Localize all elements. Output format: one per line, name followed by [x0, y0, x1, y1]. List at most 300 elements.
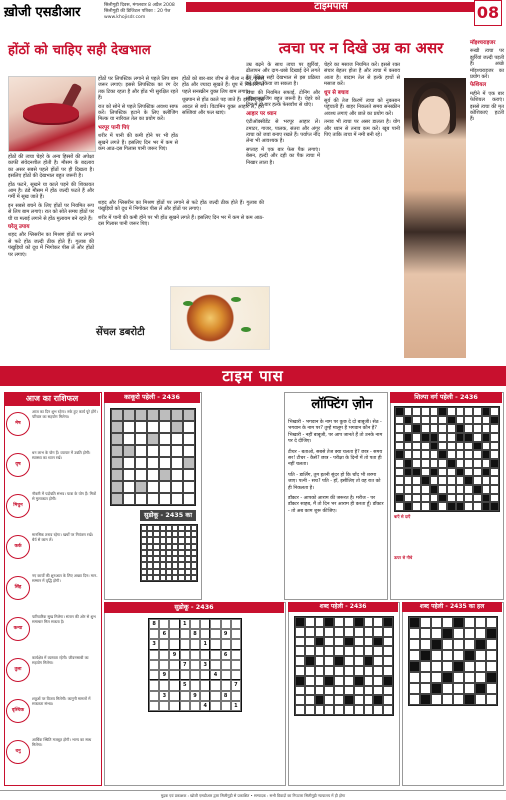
- grid-cell: [123, 421, 135, 433]
- sudoku-cell: [169, 639, 179, 649]
- grid-cell: [404, 450, 413, 459]
- grid-cell: [334, 656, 344, 666]
- grid-cell: [431, 628, 442, 639]
- paragraph: रूखी त्वचा पर झुर्रियां जल्दी पड़ती हैं। अच्छे मॉइश्चराइजर का प्रयोग करें।: [470, 48, 504, 81]
- horoscope-text: मानसिक तनाव रहेगा। खर्चों पर नियंत्रण रखें। धैर्य से काम लें।: [32, 532, 94, 542]
- grid-cell: [324, 656, 334, 666]
- grid-cell: [364, 695, 374, 705]
- word-puzzle-grid: [294, 616, 394, 716]
- grid-cell: [147, 493, 159, 505]
- grid-cell: [412, 433, 421, 442]
- paragraph: त्वचा की नियमित सफाई, टोनिंग और मॉइश्चराइजिंग बहुत जरूरी है। चेहरे को दिन में दो बार हल्के फेसवॉश से धोएं।: [246, 89, 320, 109]
- sudoku-cell: [231, 660, 241, 670]
- grid-cell: [395, 407, 404, 416]
- sudoku-cell: 9: [221, 629, 231, 639]
- crossword-title: शिल्पा वर्ग पहेली - 2436: [390, 392, 502, 403]
- grid-cell: [395, 433, 404, 442]
- grid-cell: [447, 485, 456, 494]
- sudoku-cell: 9: [159, 670, 169, 680]
- grid-cell: [147, 445, 159, 457]
- grid-cell: [404, 442, 413, 451]
- grid-cell: [147, 457, 159, 469]
- horoscope-entry: [6, 410, 100, 450]
- grid-cell: [430, 433, 439, 442]
- grid-cell: [442, 617, 453, 628]
- sudoku-cell: [180, 701, 190, 711]
- grid-cell: [438, 450, 447, 459]
- grid-cell: [473, 442, 482, 451]
- grid-cell: [430, 416, 439, 425]
- sudoku-cell: 9: [169, 650, 179, 660]
- crossword-solution-title: शब्द पहेली - 2435 का हल: [402, 602, 502, 612]
- sudoku-cell: [221, 701, 231, 711]
- grid-cell: [364, 656, 374, 666]
- grid-cell: [171, 421, 183, 433]
- sudoku-cell: [149, 691, 159, 701]
- clue-heading-down: ऊपर से नीचे: [394, 555, 413, 560]
- sudoku-cell: 6: [221, 650, 231, 660]
- grid-cell: [442, 683, 453, 694]
- paragraph: तनाव भी त्वचा पर असर डालता है। योग और ध्यान से तनाव कम करें। खूब पानी पिएं ताकि त्वचा में नमी बनी रहे।: [324, 119, 400, 139]
- sudoku-cell: [180, 629, 190, 639]
- grid-cell: [395, 416, 404, 425]
- grid-cell: [354, 676, 364, 686]
- grid-cell: [383, 686, 393, 696]
- masthead: [0, 0, 506, 38]
- grid-cell: [475, 617, 486, 628]
- grid-cell: [482, 468, 491, 477]
- grid-cell: [305, 676, 315, 686]
- sudoku-cell: [200, 619, 210, 629]
- sudoku-cell: 8: [190, 629, 200, 639]
- grid-cell: [183, 421, 195, 433]
- grid-cell: [453, 628, 464, 639]
- grid-cell: [490, 468, 499, 477]
- grid-cell: [111, 493, 123, 505]
- grid-cell: [486, 694, 497, 705]
- horoscope-text: आर्थिक स्थिति मजबूत होगी। भाग्य का साथ मिलेगा।: [32, 737, 92, 747]
- grid-cell: [464, 639, 475, 650]
- grid-cell: [482, 485, 491, 494]
- horoscope-text: आज का दिन शुभ रहेगा। रुके हुए कार्य पूरे होंगे। परिवार का सहयोग मिलेगा।: [32, 409, 98, 419]
- horoscope-entry: [6, 492, 100, 532]
- grid-cell: [315, 705, 325, 715]
- grid-cell: [395, 502, 404, 511]
- sudoku-cell: 8: [149, 619, 159, 629]
- clue-heading-across: बाएँ से दाएँ: [394, 514, 411, 519]
- grid-cell: [421, 459, 430, 468]
- grid-cell: [430, 407, 439, 416]
- paragraph: होंठ फटने, सूखने या काले पड़ने की शिकायत आम है। ठंडे मौसम में होंठ जल्दी फटते हैं और गर्मी में सूख जाते हैं।: [8, 181, 94, 201]
- grid-cell: [464, 694, 475, 705]
- grid-cell: [464, 416, 473, 425]
- crossword-grid: [394, 406, 500, 512]
- grid-cell: [395, 424, 404, 433]
- grid-cell: [135, 421, 147, 433]
- grid-cell: [473, 407, 482, 416]
- sudoku-cell: [210, 639, 220, 649]
- joke: भिखारी - भगवान के नाम पर कुछ दे दो बाबूजी। सेठ - भगवान के नाम पर? तुम्हें मालूम है भगवान कौन है? भिखारी - नहीं बाबूजी, पर आप जानते हैं तो उनके नाम पर दे दीजिए।: [288, 420, 383, 445]
- grid-cell: [404, 468, 413, 477]
- grid-cell: [464, 450, 473, 459]
- grid-cell: [482, 476, 491, 485]
- model-face: [418, 96, 450, 134]
- sudoku-cell: [200, 691, 210, 701]
- grid-cell: [409, 639, 420, 650]
- grid-cell: [324, 666, 334, 676]
- grid-cell: [191, 575, 197, 581]
- grid-cell: [404, 502, 413, 511]
- grid-cell: [464, 468, 473, 477]
- grid-cell: [373, 666, 383, 676]
- grid-cell: [438, 502, 447, 511]
- sudoku-cell: 7: [180, 660, 190, 670]
- grid-cell: [373, 656, 383, 666]
- grid-cell: [344, 666, 354, 676]
- grid-cell: [324, 686, 334, 696]
- grid-cell: [490, 502, 499, 511]
- grid-cell: [456, 476, 465, 485]
- grid-cell: [315, 695, 325, 705]
- joke: डॉक्टर - आपको आराम की जरूरत है। मरीज - पर डॉक्टर साहब, मैं तो दिन भर आराम ही करता हूँ। डॉक्टर - तो अब काम शुरू कीजिए।: [288, 496, 384, 514]
- grid-cell: [409, 628, 420, 639]
- grid-cell: [334, 705, 344, 715]
- grid-cell: [473, 476, 482, 485]
- horoscope-entry: [6, 656, 100, 696]
- sudoku-cell: 8: [221, 691, 231, 701]
- grid-cell: [354, 656, 364, 666]
- sudoku-cell: [159, 639, 169, 649]
- grid-cell: [430, 450, 439, 459]
- jokes-list: [288, 420, 384, 519]
- grid-cell: [421, 424, 430, 433]
- grid-cell: [431, 672, 442, 683]
- grid-cell: [430, 424, 439, 433]
- grid-cell: [431, 617, 442, 628]
- grid-cell: [147, 409, 159, 421]
- grid-cell: [421, 476, 430, 485]
- grid-cell: [395, 476, 404, 485]
- grid-cell: [354, 637, 364, 647]
- grid-cell: [475, 639, 486, 650]
- grid-cell: [447, 416, 456, 425]
- grid-cell: [464, 442, 473, 451]
- sudoku-cell: 5: [180, 680, 190, 690]
- paragraph: होंठों की त्वचा चेहरे के अन्य हिस्सों की अपेक्षा काफी संवेदनशील होती है। मौसम के बदलाव का असर सबसे पहले होंठों पर ही दिखता है। इसलिए होंठों की देखभाल बहुत जरूरी है।: [8, 154, 94, 180]
- issue-info-line: सिलीगुड़ी दिवस, मंगलवार 8 अप्रैल 2008: [104, 3, 175, 8]
- grid-cell: [438, 485, 447, 494]
- sudoku-cell: [190, 619, 200, 629]
- grid-cell: [354, 695, 364, 705]
- sudoku-cell: [231, 691, 241, 701]
- grid-cell: [305, 695, 315, 705]
- grid-cell: [404, 485, 413, 494]
- issue-info-line: www.khojisdr.com: [104, 15, 146, 20]
- sudoku-cell: [231, 650, 241, 660]
- grid-cell: [447, 433, 456, 442]
- grid-cell: [482, 416, 491, 425]
- horoscope-entry: [6, 574, 100, 614]
- grid-cell: [364, 705, 374, 715]
- grid-cell: [111, 433, 123, 445]
- grid-cell: [344, 705, 354, 715]
- grid-cell: [490, 407, 499, 416]
- sudoku-cell: [190, 701, 200, 711]
- paragraph: एंटीऑक्सीडेंट से भरपूर आहार लें। टमाटर, गाजर, पालक, संतरा और अंगूर त्वचा को जवां बनाए रखते हैं। पर्याप्त नींद लेना भी आवश्यक है।: [246, 119, 320, 145]
- grid-cell: [473, 468, 482, 477]
- grid-cell: [305, 666, 315, 676]
- grid-cell: [135, 493, 147, 505]
- paragraph: शहद और ग्लिसरीन का मिश्रण होंठों पर लगाने से फटे होंठ जल्दी ठीक होते हैं। गुलाब की पंखुड़ियों को दूध में भिगोकर पीस लें और होंठों पर लगाएं।: [8, 232, 94, 258]
- grid-cell: [421, 485, 430, 494]
- sudoku-cell: [169, 660, 179, 670]
- sudoku-cell: [200, 629, 210, 639]
- paragraph: रात को सोने से पहले लिपस्टिक अवश्य साफ करें। लिपस्टिक हटाने के लिए क्लींजिंग मिल्क या नारियल तेल का प्रयोग करें।: [98, 103, 178, 123]
- grid-cell: [456, 442, 465, 451]
- paragraph: शहद और ग्लिसरीन का मिश्रण होंठों पर लगाने से फटे होंठ जल्दी ठीक होते हैं। गुलाब की पंखुड़ियों को दूध में भिगोकर पीस लें और होंठों पर लगाएं।: [98, 200, 264, 213]
- grid-cell: [324, 705, 334, 715]
- grid-cell: [383, 637, 393, 647]
- sudoku-title: सुडोकू - 2436: [104, 602, 284, 613]
- paragraph: सप्ताह में एक बार फेस पैक लगाएं। बेसन, हल्दी और दही का पैक त्वचा में निखार लाता है।: [246, 146, 320, 166]
- sudoku-cell: [231, 619, 241, 629]
- grid-cell: [447, 424, 456, 433]
- grid-cell: [473, 433, 482, 442]
- sudoku-cell: [159, 680, 169, 690]
- sudoku-cell: [169, 680, 179, 690]
- grid-cell: [364, 646, 374, 656]
- horoscope-text: शत्रुओं पर विजय मिलेगी। कानूनी मामलों में सफलता संभव।: [32, 696, 91, 706]
- crossword-solution-grid: [408, 616, 498, 706]
- grid-cell: [171, 481, 183, 493]
- zodiac-sign-badge: कर्क: [6, 535, 30, 559]
- zodiac-sign-badge: वृश्चिक: [6, 699, 30, 723]
- grid-cell: [490, 450, 499, 459]
- sudoku-cell: [149, 680, 159, 690]
- grid-cell: [111, 481, 123, 493]
- grid-cell: [334, 695, 344, 705]
- grid-cell: [344, 617, 354, 627]
- skin-article-col3: [470, 40, 504, 125]
- sudoku-cell: [210, 701, 220, 711]
- grid-cell: [373, 637, 383, 647]
- subheading: भरपूर पानी पिएं: [98, 124, 130, 131]
- grid-cell: [442, 672, 453, 683]
- grid-cell: [324, 637, 334, 647]
- sudoku-cell: [169, 670, 179, 680]
- grid-cell: [135, 433, 147, 445]
- subheading: फेशियल: [470, 82, 486, 89]
- grid-cell: [315, 676, 325, 686]
- garnish-leaf: [241, 327, 251, 332]
- grid-cell: [482, 407, 491, 416]
- grid-cell: [431, 661, 442, 672]
- grid-cell: [421, 494, 430, 503]
- crossword-clues: [394, 514, 498, 560]
- grid-cell: [183, 469, 195, 481]
- grid-cell: [486, 661, 497, 672]
- grid-cell: [453, 694, 464, 705]
- timepass-title: टाइम पास: [222, 367, 284, 385]
- garnish-leaf: [183, 301, 193, 306]
- grid-cell: [364, 686, 374, 696]
- grid-cell: [412, 424, 421, 433]
- horoscope-title: आज का राशिफल: [4, 392, 100, 406]
- grid-cell: [482, 424, 491, 433]
- grid-cell: [324, 617, 334, 627]
- sudoku-cell: [200, 670, 210, 680]
- grid-cell: [344, 656, 354, 666]
- sudoku-cell: [180, 650, 190, 660]
- grid-cell: [409, 694, 420, 705]
- grid-cell: [412, 459, 421, 468]
- grid-cell: [447, 502, 456, 511]
- grid-cell: [430, 442, 439, 451]
- sudoku-cell: [231, 670, 241, 680]
- grid-cell: [447, 468, 456, 477]
- grid-cell: [111, 457, 123, 469]
- grid-cell: [464, 459, 473, 468]
- grid-cell: [456, 424, 465, 433]
- sudoku-cell: [180, 691, 190, 701]
- grid-cell: [354, 705, 364, 715]
- grid-cell: [442, 661, 453, 672]
- skin-article-col1: [246, 62, 320, 168]
- grid-cell: [147, 469, 159, 481]
- grid-cell: [159, 457, 171, 469]
- grid-cell: [482, 502, 491, 511]
- grid-cell: [395, 442, 404, 451]
- grid-cell: [447, 476, 456, 485]
- grid-cell: [305, 617, 315, 627]
- grid-cell: [447, 494, 456, 503]
- grid-cell: [420, 617, 431, 628]
- grid-cell: [123, 433, 135, 445]
- grid-cell: [315, 686, 325, 696]
- grid-cell: [364, 676, 374, 686]
- sudoku-cell: 4: [210, 670, 220, 680]
- grid-cell: [404, 433, 413, 442]
- grid-cell: [395, 494, 404, 503]
- sudoku-cell: [169, 629, 179, 639]
- grid-cell: [464, 617, 475, 628]
- grid-cell: [171, 445, 183, 457]
- sudoku-cell: [210, 680, 220, 690]
- zodiac-sign-badge: तुला: [6, 658, 30, 682]
- grid-cell: [456, 416, 465, 425]
- sudoku-grid: [148, 618, 242, 712]
- grid-cell: [354, 686, 364, 696]
- grid-cell: [475, 650, 486, 661]
- grid-cell: [334, 637, 344, 647]
- grid-cell: [344, 676, 354, 686]
- grid-cell: [453, 661, 464, 672]
- grid-cell: [135, 469, 147, 481]
- grid-cell: [395, 485, 404, 494]
- grid-cell: [438, 442, 447, 451]
- grid-cell: [324, 695, 334, 705]
- sudoku-solution-title: सुडोकू - 2435 का हल: [140, 510, 196, 521]
- sudoku-cell: 1: [231, 701, 241, 711]
- grid-cell: [412, 468, 421, 477]
- grid-cell: [183, 433, 195, 445]
- grid-cell: [438, 468, 447, 477]
- grid-cell: [456, 450, 465, 459]
- grid-cell: [420, 650, 431, 661]
- grid-cell: [295, 695, 305, 705]
- sudoku-cell: [169, 619, 179, 629]
- paragraph: सूर्य की तेज किरणें त्वचा को नुकसान पहुंचाती हैं। बाहर निकलते समय सनस्क्रीन अवश्य लगाएं और छाते का प्रयोग करें।: [324, 98, 400, 117]
- sudoku-cell: [221, 639, 231, 649]
- zodiac-sign-badge: वृष: [6, 453, 30, 477]
- paragraph: शरीर में पानी की कमी होने पर भी होंठ सूखने लगते हैं। इसलिए दिन भर में कम से कम आठ-दस गिलास पानी जरूर पिएं।: [98, 133, 178, 153]
- laughing-zone-title: लॉफ्टिंग ज़ोन: [311, 397, 373, 412]
- grid-cell: [135, 457, 147, 469]
- grid-cell: [456, 459, 465, 468]
- paragraph: महीने में एक बार फेशियल कराएं। इससे त्वचा की मृत कोशिकाएं हटती हैं।: [470, 90, 504, 123]
- sudoku-cell: 3: [159, 691, 169, 701]
- grid-cell: [383, 617, 393, 627]
- grid-cell: [486, 672, 497, 683]
- joke: टीचर - बताओ, सबसे तेज क्या चलता है? छात्र - समय सर! टीचर - कैसे? छात्र - परीक्षा के दिनों में तो पता ही नहीं चलता।: [288, 449, 383, 468]
- grid-cell: [404, 416, 413, 425]
- grid-cell: [404, 494, 413, 503]
- grid-cell: [305, 646, 315, 656]
- subheading: मॉइश्चराइजर: [470, 40, 496, 46]
- grid-cell: [364, 666, 374, 676]
- grid-cell: [383, 676, 393, 686]
- paragraph: इन सबसे बचने के लिए होंठों पर नियमित रूप से लिप बाम लगाएं। रात को सोते समय होंठों पर घी या मलाई लगाने से होंठ मुलायम बने रहते हैं।: [8, 202, 94, 222]
- sudoku-cell: [231, 639, 241, 649]
- grid-cell: [456, 407, 465, 416]
- sudoku-cell: [210, 660, 220, 670]
- model-photo: [404, 78, 466, 358]
- paragraph: होंठों को बार-बार जीभ से गीला न करें, इससे होंठ और ज्यादा सूखते हैं। धूप में निकलने से पहले सनस्क्रीन युक्त लिप बाम लगाएं।: [182, 76, 264, 95]
- grid-cell: [373, 617, 383, 627]
- sudoku-cell: [149, 650, 159, 660]
- issue-info-line: सिलीगुड़ी की डिजिटल पत्रिका : 20 पेज: [104, 9, 171, 14]
- grid-cell: [159, 445, 171, 457]
- grid-cell: [412, 416, 421, 425]
- horoscope-entry: [6, 533, 100, 573]
- grid-cell: [354, 646, 364, 656]
- grid-cell: [383, 705, 393, 715]
- grid-cell: [412, 476, 421, 485]
- grid-cell: [453, 639, 464, 650]
- horoscope-entry: [6, 738, 100, 778]
- grid-cell: [404, 476, 413, 485]
- grid-cell: [486, 639, 497, 650]
- grid-cell: [383, 666, 393, 676]
- grid-cell: [373, 627, 383, 637]
- grid-cell: [159, 469, 171, 481]
- grid-cell: [364, 617, 374, 627]
- grid-cell: [334, 666, 344, 676]
- food-caption: सेंचल डबरोटी: [96, 327, 145, 338]
- grid-cell: [383, 627, 393, 637]
- grid-cell: [421, 502, 430, 511]
- word-puzzle-title: शब्द पहेली - 2436: [288, 602, 398, 612]
- grid-cell: [412, 450, 421, 459]
- grid-cell: [295, 666, 305, 676]
- horoscope-text: पारिवारिक सुख मिलेगा। संतान की ओर से शुभ समाचार मिल सकता है।: [32, 614, 96, 624]
- grid-cell: [453, 672, 464, 683]
- grid-cell: [447, 442, 456, 451]
- grid-cell: [490, 442, 499, 451]
- horoscope-entry: [6, 451, 100, 491]
- grid-cell: [464, 494, 473, 503]
- grid-cell: [420, 628, 431, 639]
